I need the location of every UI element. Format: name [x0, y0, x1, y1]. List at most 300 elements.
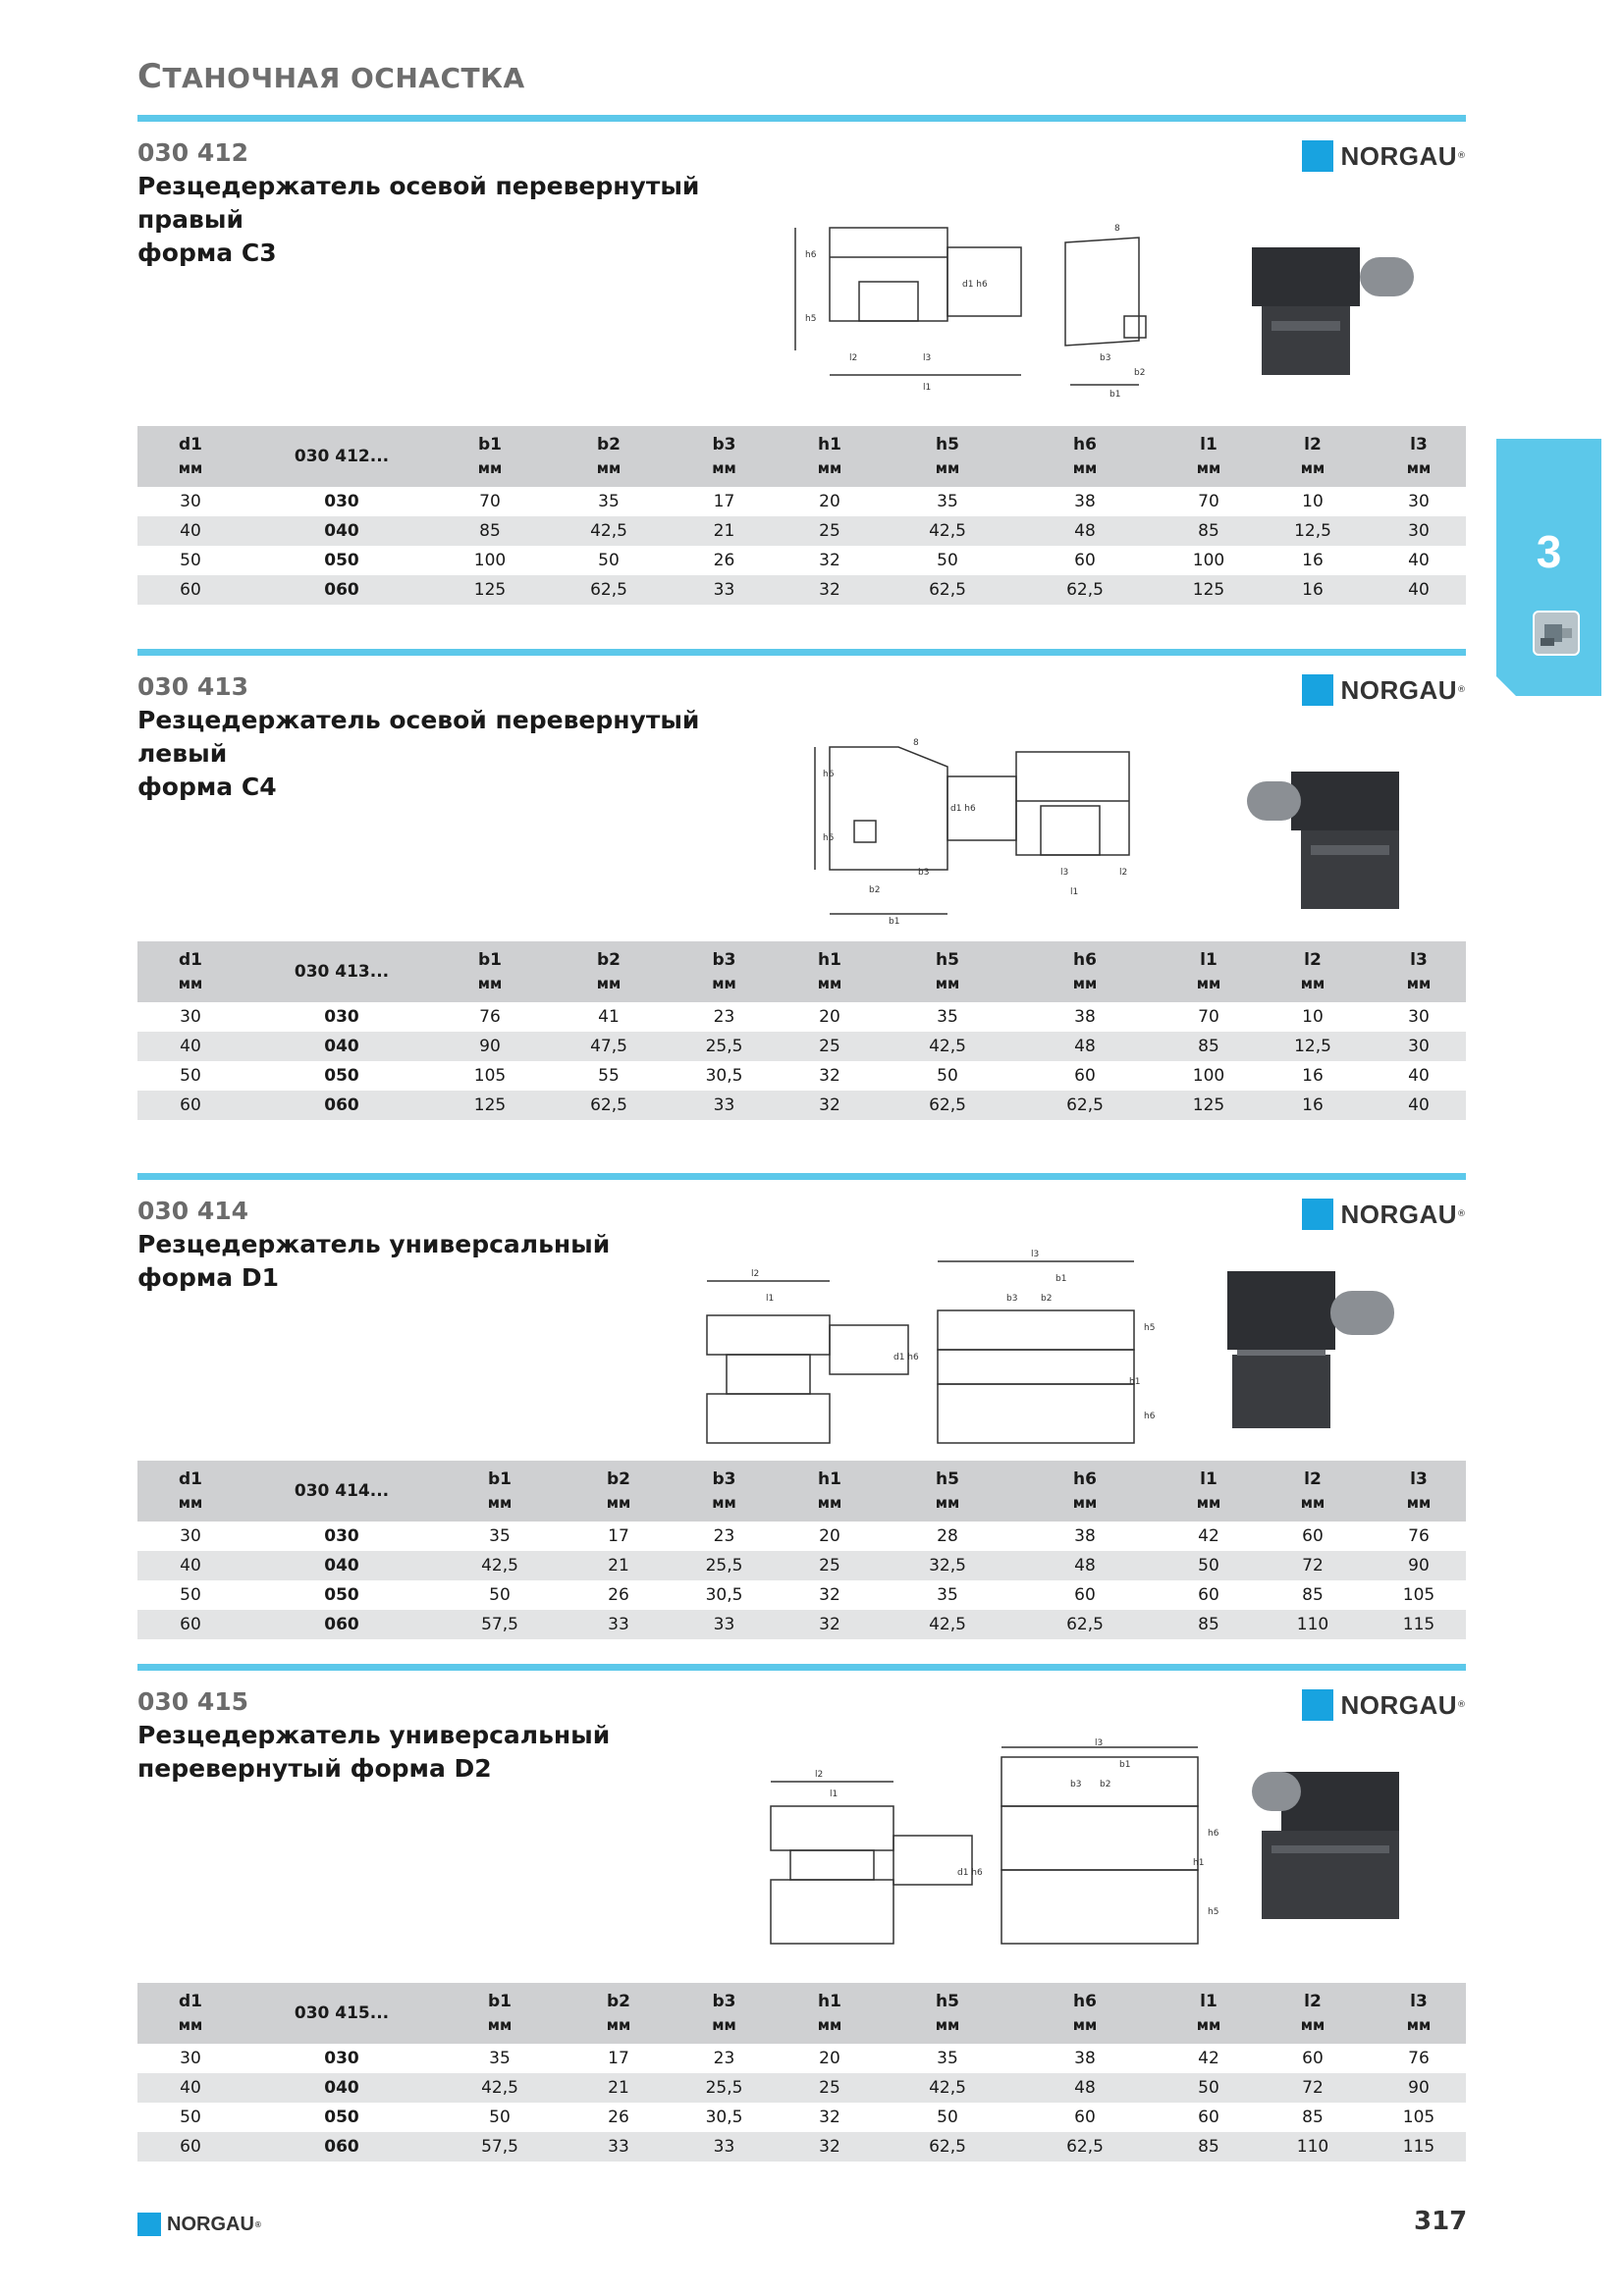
- column-header: b3 мм: [677, 1461, 771, 1522]
- table-cell: 76: [1408, 2049, 1430, 2068]
- table-cell: 23: [713, 2049, 735, 2068]
- table-cell: 25,5: [677, 1551, 771, 1580]
- product-section-030414: [137, 1173, 1466, 1683]
- table-cell: 33: [677, 2132, 771, 2162]
- column-header: l1 мм: [1163, 941, 1254, 1002]
- table-cell: 60: [1198, 1585, 1219, 1605]
- table-cell: 26: [608, 2108, 629, 2127]
- svg-text:d1 h6: d1 h6: [962, 280, 988, 290]
- column-header: h1 мм: [771, 1461, 889, 1522]
- table-cell: 25: [771, 1032, 889, 1061]
- table-cell: 50: [180, 1585, 201, 1605]
- table-cell: 40: [137, 2073, 243, 2103]
- table-row: [137, 1551, 1466, 1580]
- table-cell: 040: [243, 516, 440, 546]
- svg-text:l1: l1: [766, 1294, 775, 1304]
- table-cell: 70: [479, 492, 501, 511]
- product-photo: [1208, 1252, 1424, 1458]
- column-header: d1 мм: [137, 1461, 243, 1522]
- table-cell: 40: [137, 1032, 243, 1061]
- table-cell: 125: [440, 1091, 540, 1120]
- table-cell: 60: [1074, 2108, 1096, 2127]
- table-cell: 25,5: [677, 2073, 771, 2103]
- table-cell: 42,5: [889, 1610, 1006, 1639]
- product-section-030412: [137, 115, 1466, 625]
- table-cell: 33: [560, 2132, 677, 2162]
- column-header: h5 мм: [889, 426, 1006, 487]
- table-cell: 50: [937, 2108, 958, 2127]
- table-cell: 32: [771, 1091, 889, 1120]
- table-cell: 050: [324, 1066, 359, 1086]
- brand-logo: NORGAU ®: [1302, 140, 1466, 172]
- column-header: 030 415...: [243, 1983, 440, 2044]
- table-cell: 030: [324, 2049, 359, 2068]
- column-header: b2 мм: [560, 1461, 677, 1522]
- table-row: [137, 1983, 1466, 2044]
- table-cell: 060: [243, 575, 440, 605]
- table-cell: 62,5: [1006, 575, 1163, 605]
- table-cell: 30: [180, 2049, 201, 2068]
- chapter-number: 3: [1536, 526, 1562, 577]
- table-cell: 26: [608, 1585, 629, 1605]
- table-row: [137, 2132, 1466, 2162]
- table-cell: 90: [1372, 1551, 1466, 1580]
- svg-text:h5: h5: [1208, 1907, 1219, 1917]
- table-cell: 33: [677, 1610, 771, 1639]
- table-cell: 76: [479, 1007, 501, 1027]
- table-cell: 10: [1302, 1007, 1324, 1027]
- table-cell: 040: [243, 1551, 440, 1580]
- table-cell: 100: [473, 551, 507, 570]
- table-cell: 62,5: [889, 575, 1006, 605]
- column-header: 030 413...: [243, 941, 440, 1002]
- table-cell: 50: [180, 551, 201, 570]
- svg-text:l3: l3: [1095, 1738, 1104, 1748]
- table-cell: 85: [1163, 1610, 1254, 1639]
- product-code: 030 413: [137, 672, 249, 701]
- svg-text:b2: b2: [1041, 1294, 1053, 1304]
- svg-text:b3: b3: [1100, 353, 1111, 363]
- table-row: [137, 941, 1466, 1002]
- table-cell: 17: [608, 2049, 629, 2068]
- table-row: [137, 1522, 1466, 1551]
- column-header: l1 мм: [1163, 426, 1254, 487]
- column-header: d1 мм: [137, 1983, 243, 2044]
- svg-text:b1: b1: [1119, 1760, 1131, 1770]
- column-header: l1 мм: [1163, 1461, 1254, 1522]
- svg-text:8: 8: [1114, 224, 1120, 234]
- svg-text:h5: h5: [823, 833, 835, 843]
- table-cell: 17: [713, 492, 735, 511]
- table-cell: 100: [1192, 1066, 1225, 1086]
- product-photo: [1232, 208, 1429, 395]
- table-cell: 72: [1254, 1551, 1372, 1580]
- product-photo: [1232, 742, 1429, 929]
- table-row: [137, 1580, 1466, 1610]
- table-cell: 30: [180, 1007, 201, 1027]
- product-code: 030 415: [137, 1687, 249, 1716]
- table-cell: 60: [1198, 2108, 1219, 2127]
- table-cell: 48: [1006, 1551, 1163, 1580]
- tool-holder-icon: [1533, 611, 1580, 656]
- svg-text:l2: l2: [751, 1269, 760, 1279]
- product-section-030413: [137, 649, 1466, 1159]
- table-cell: 35: [937, 1007, 958, 1027]
- table-cell: 70: [1198, 1007, 1219, 1027]
- table-cell: 30,5: [705, 1066, 743, 1086]
- brand-logo: NORGAU ®: [1302, 1689, 1466, 1721]
- table-cell: 30: [1408, 1007, 1430, 1027]
- table-cell: 62,5: [889, 2132, 1006, 2162]
- svg-text:d1 h6: d1 h6: [893, 1353, 919, 1362]
- table-cell: 23: [713, 1526, 735, 1546]
- table-cell: 32,5: [889, 1551, 1006, 1580]
- footer-brand-logo: NORGAU ®: [137, 2213, 262, 2236]
- column-header: h6 мм: [1006, 1461, 1163, 1522]
- table-row: [137, 2073, 1466, 2103]
- svg-text:h1: h1: [1129, 1377, 1141, 1387]
- svg-text:b1: b1: [1055, 1274, 1067, 1284]
- table-cell: 10: [1302, 492, 1324, 511]
- brand-logo: NORGAU ®: [1302, 674, 1466, 706]
- table-cell: 72: [1254, 2073, 1372, 2103]
- table-cell: 26: [713, 551, 735, 570]
- svg-text:l1: l1: [830, 1789, 839, 1799]
- product-title: Резцедержатель универсальный форма D1: [137, 1230, 611, 1292]
- table-cell: 20: [819, 1526, 840, 1546]
- section-rule: [137, 1664, 1466, 1671]
- table-cell: 21: [677, 516, 771, 546]
- table-cell: 30: [1408, 492, 1430, 511]
- svg-text:b2: b2: [869, 885, 881, 895]
- table-cell: 30: [180, 1526, 201, 1546]
- table-cell: 60: [1074, 1585, 1096, 1605]
- svg-text:h5: h5: [805, 314, 817, 324]
- svg-text:h5: h5: [1144, 1323, 1156, 1333]
- table-row: [137, 1610, 1466, 1639]
- table-cell: 16: [1302, 551, 1324, 570]
- table-cell: 48: [1006, 1032, 1163, 1061]
- table-cell: 115: [1372, 1610, 1466, 1639]
- svg-text:b2: b2: [1134, 368, 1146, 378]
- column-header: h1 мм: [771, 426, 889, 487]
- svg-text:l1: l1: [1070, 887, 1079, 897]
- column-header: l2 мм: [1254, 941, 1372, 1002]
- table-cell: 105: [1402, 2108, 1435, 2127]
- table-cell: 030: [324, 1007, 359, 1027]
- table-cell: 42,5: [440, 2073, 560, 2103]
- table-cell: 040: [243, 2073, 440, 2103]
- table-cell: 32: [819, 1066, 840, 1086]
- table-cell: 40: [1408, 551, 1430, 570]
- spec-table: [137, 426, 1466, 605]
- table-row: [137, 575, 1466, 605]
- table-cell: 21: [560, 2073, 677, 2103]
- spec-table: [137, 941, 1466, 1120]
- table-cell: 125: [1163, 1091, 1254, 1120]
- product-section-030415: [137, 1664, 1466, 2174]
- table-cell: 85: [1163, 2132, 1254, 2162]
- table-cell: 25: [771, 516, 889, 546]
- table-cell: 62,5: [1006, 1610, 1163, 1639]
- table-row: [137, 487, 1466, 516]
- column-header: b1 мм: [440, 426, 540, 487]
- table-cell: 40: [137, 516, 243, 546]
- table-cell: 25: [771, 1551, 889, 1580]
- svg-text:b1: b1: [889, 917, 900, 927]
- table-cell: 125: [440, 575, 540, 605]
- table-row: [137, 2044, 1466, 2073]
- table-cell: 12,5: [1254, 516, 1372, 546]
- table-row: [137, 546, 1466, 575]
- table-cell: 60: [137, 1610, 243, 1639]
- column-header: l3 мм: [1372, 426, 1466, 487]
- table-cell: 50: [180, 2108, 201, 2127]
- table-cell: 110: [1254, 1610, 1372, 1639]
- column-header: h1 мм: [771, 1983, 889, 2044]
- svg-text:l2: l2: [815, 1770, 824, 1780]
- table-cell: 60: [137, 2132, 243, 2162]
- svg-text:h6: h6: [1208, 1829, 1219, 1839]
- column-header: b2 мм: [540, 941, 677, 1002]
- svg-text:l2: l2: [1119, 868, 1128, 878]
- svg-text:b3: b3: [1070, 1780, 1082, 1789]
- table-cell: 76: [1408, 1526, 1430, 1546]
- table-cell: 110: [1254, 2132, 1372, 2162]
- product-title: Резцедержатель осевой перевернутый левый форма С4: [137, 706, 700, 801]
- table-cell: 57,5: [440, 1610, 560, 1639]
- table-cell: 050: [324, 551, 359, 570]
- table-cell: 33: [560, 1610, 677, 1639]
- table-cell: 47,5: [540, 1032, 677, 1061]
- column-header: d1 мм: [137, 941, 243, 1002]
- column-header: h5 мм: [889, 941, 1006, 1002]
- table-cell: 105: [473, 1066, 507, 1086]
- table-cell: 16: [1254, 1091, 1372, 1120]
- table-row: [137, 1002, 1466, 1032]
- table-cell: 20: [819, 1007, 840, 1027]
- table-cell: 38: [1074, 2049, 1096, 2068]
- table-cell: 030: [324, 492, 359, 511]
- table-cell: 57,5: [440, 2132, 560, 2162]
- table-cell: 60: [137, 575, 243, 605]
- table-row: [137, 1091, 1466, 1120]
- table-cell: 16: [1302, 1066, 1324, 1086]
- table-cell: 70: [1198, 492, 1219, 511]
- product-title: Резцедержатель осевой перевернутый правый форма С3: [137, 172, 700, 267]
- table-cell: 32: [771, 575, 889, 605]
- column-header: l3 мм: [1372, 941, 1466, 1002]
- table-cell: 50: [937, 551, 958, 570]
- table-cell: 50: [489, 2108, 511, 2127]
- table-row: [137, 426, 1466, 487]
- table-cell: 050: [324, 1585, 359, 1605]
- table-cell: 30: [1372, 516, 1466, 546]
- table-cell: 62,5: [1006, 1091, 1163, 1120]
- svg-text:h6: h6: [823, 770, 835, 779]
- section-rule: [137, 1173, 1466, 1180]
- column-header: h6 мм: [1006, 941, 1163, 1002]
- svg-text:l3: l3: [1060, 868, 1069, 878]
- table-cell: 20: [819, 492, 840, 511]
- table-row: [137, 516, 1466, 546]
- table-cell: 125: [1163, 575, 1254, 605]
- table-cell: 16: [1254, 575, 1372, 605]
- table-cell: 48: [1006, 516, 1163, 546]
- table-cell: 85: [1163, 516, 1254, 546]
- svg-text:b3: b3: [1006, 1294, 1018, 1304]
- spec-table: [137, 1461, 1466, 1639]
- table-cell: 28: [937, 1526, 958, 1546]
- table-cell: 100: [1192, 551, 1225, 570]
- column-header: b1 мм: [440, 1461, 560, 1522]
- table-cell: 62,5: [540, 1091, 677, 1120]
- table-cell: 040: [243, 1032, 440, 1061]
- column-header: b3 мм: [677, 1983, 771, 2044]
- column-header: h6 мм: [1006, 1983, 1163, 2044]
- page-number: 317: [1414, 2207, 1468, 2236]
- table-cell: 35: [598, 492, 620, 511]
- table-cell: 060: [243, 1610, 440, 1639]
- section-rule: [137, 649, 1466, 656]
- table-cell: 60: [1302, 2049, 1324, 2068]
- table-cell: 85: [1302, 1585, 1324, 1605]
- table-cell: 42,5: [889, 1032, 1006, 1061]
- column-header: l2 мм: [1254, 1461, 1372, 1522]
- table-cell: 30: [180, 492, 201, 511]
- table-cell: 32: [819, 1585, 840, 1605]
- product-code: 030 412: [137, 138, 249, 167]
- column-header: l3 мм: [1372, 1461, 1466, 1522]
- column-header: b3 мм: [677, 941, 771, 1002]
- table-cell: 35: [937, 492, 958, 511]
- svg-text:h6: h6: [805, 250, 817, 260]
- table-cell: 50: [1163, 2073, 1254, 2103]
- table-cell: 50: [489, 1585, 511, 1605]
- column-header: l2 мм: [1254, 1983, 1372, 2044]
- table-cell: 32: [771, 1610, 889, 1639]
- table-cell: 42,5: [889, 516, 1006, 546]
- column-header: 030 414...: [243, 1461, 440, 1522]
- svg-text:d1 h6: d1 h6: [957, 1868, 983, 1878]
- table-cell: 60: [137, 1091, 243, 1120]
- table-cell: 115: [1372, 2132, 1466, 2162]
- table-cell: 85: [1302, 2108, 1324, 2127]
- table-cell: 030: [324, 1526, 359, 1546]
- product-code: 030 414: [137, 1197, 249, 1225]
- column-header: l1 мм: [1163, 1983, 1254, 2044]
- column-header: h5 мм: [889, 1983, 1006, 2044]
- product-photo: [1232, 1752, 1429, 1949]
- table-cell: 85: [1163, 1032, 1254, 1061]
- svg-text:b1: b1: [1109, 390, 1121, 400]
- svg-text:l3: l3: [1031, 1250, 1040, 1259]
- table-cell: 21: [560, 1551, 677, 1580]
- table-cell: 38: [1074, 1526, 1096, 1546]
- table-cell: 40: [1372, 575, 1466, 605]
- column-header: d1 мм: [137, 426, 243, 487]
- table-cell: 55: [598, 1066, 620, 1086]
- table-cell: 40: [137, 1551, 243, 1580]
- table-cell: 90: [1372, 2073, 1466, 2103]
- svg-text:l1: l1: [923, 383, 932, 393]
- table-cell: 60: [1302, 1526, 1324, 1546]
- table-cell: 33: [677, 575, 771, 605]
- table-cell: 35: [937, 2049, 958, 2068]
- column-header: h1 мм: [771, 941, 889, 1002]
- table-cell: 60: [1074, 551, 1096, 570]
- column-header: b3 мм: [677, 426, 771, 487]
- table-cell: 32: [819, 2108, 840, 2127]
- table-cell: 85: [440, 516, 540, 546]
- table-cell: 35: [489, 1526, 511, 1546]
- table-cell: 38: [1074, 1007, 1096, 1027]
- page-title: СТАНОЧНАЯ ОСНАСТКА: [137, 57, 525, 96]
- table-cell: 62,5: [540, 575, 677, 605]
- svg-text:d1 h6: d1 h6: [950, 804, 976, 814]
- column-header: h5 мм: [889, 1461, 1006, 1522]
- table-cell: 060: [243, 1091, 440, 1120]
- table-cell: 50: [180, 1066, 201, 1086]
- table-cell: 060: [243, 2132, 440, 2162]
- table-cell: 25: [771, 2073, 889, 2103]
- table-cell: 42: [1198, 1526, 1219, 1546]
- table-cell: 12,5: [1254, 1032, 1372, 1061]
- table-cell: 60: [1074, 1066, 1096, 1086]
- table-cell: 30,5: [705, 2108, 743, 2127]
- table-cell: 50: [598, 551, 620, 570]
- table-cell: 48: [1006, 2073, 1163, 2103]
- svg-text:h6: h6: [1144, 1412, 1156, 1421]
- table-cell: 30: [1372, 1032, 1466, 1061]
- svg-text:h1: h1: [1193, 1858, 1205, 1868]
- table-cell: 40: [1408, 1066, 1430, 1086]
- table-cell: 35: [937, 1585, 958, 1605]
- product-title: Резцедержатель универсальный перевернутый форма D2: [137, 1721, 611, 1783]
- svg-text:8: 8: [913, 738, 919, 748]
- table-cell: 050: [324, 2108, 359, 2127]
- svg-text:l3: l3: [923, 353, 932, 363]
- spec-table: [137, 1983, 1466, 2162]
- column-header: h6 мм: [1006, 426, 1163, 487]
- table-row: [137, 1061, 1466, 1091]
- table-cell: 40: [1372, 1091, 1466, 1120]
- table-cell: 62,5: [889, 1091, 1006, 1120]
- table-row: [137, 1461, 1466, 1522]
- table-cell: 38: [1074, 492, 1096, 511]
- table-cell: 50: [1163, 1551, 1254, 1580]
- table-cell: 105: [1402, 1585, 1435, 1605]
- table-cell: 42,5: [540, 516, 677, 546]
- table-cell: 33: [677, 1091, 771, 1120]
- table-cell: 41: [598, 1007, 620, 1027]
- column-header: l2 мм: [1254, 426, 1372, 487]
- svg-text:b2: b2: [1100, 1780, 1111, 1789]
- table-row: [137, 2103, 1466, 2132]
- table-cell: 17: [608, 1526, 629, 1546]
- table-cell: 42,5: [889, 2073, 1006, 2103]
- brand-logo: NORGAU ®: [1302, 1199, 1466, 1230]
- table-cell: 32: [819, 551, 840, 570]
- table-cell: 25,5: [677, 1032, 771, 1061]
- table-cell: 50: [937, 1066, 958, 1086]
- column-header: 030 412...: [243, 426, 440, 487]
- column-header: b2 мм: [540, 426, 677, 487]
- column-header: b1 мм: [440, 941, 540, 1002]
- column-header: b2 мм: [560, 1983, 677, 2044]
- table-cell: 42: [1198, 2049, 1219, 2068]
- svg-text:b3: b3: [918, 868, 930, 878]
